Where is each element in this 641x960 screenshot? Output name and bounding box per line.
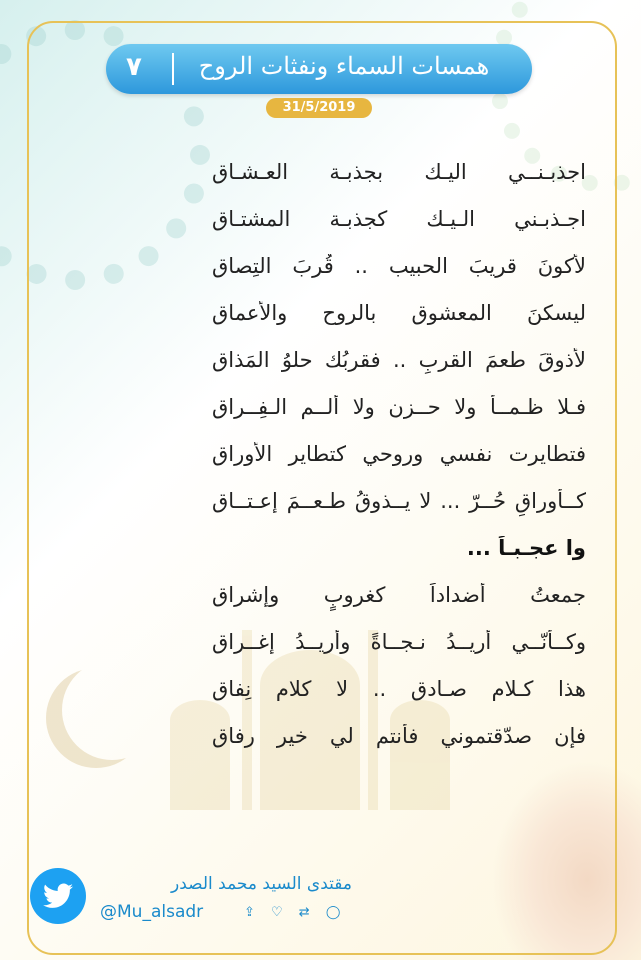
poem-line: فإن صدّقتموني فأنتم لي خير رفاق — [212, 724, 586, 748]
account-name[interactable]: مقتدى السيد محمد الصدر — [170, 874, 352, 894]
poem-line: اجذبـنــي اليـك بجذبـة العـشـاق — [212, 160, 586, 184]
poem-text — [212, 160, 586, 771]
poem-line: اجـذبـني الـيـك كجذبـة المشتـاق — [212, 207, 586, 231]
page-title: همسات السماء ونفثات الروح — [198, 52, 490, 80]
twitter-footer — [30, 868, 350, 928]
poem-line: فتطايرت نفسي وروحي كتطاير الأوراق — [212, 442, 586, 466]
tweet-action-icons[interactable]: ⇪ ♡ ⇄ ◯ — [244, 905, 347, 920]
poem-exclamation: وا عجـبـاً ... — [466, 536, 586, 560]
title-banner — [106, 44, 532, 94]
twitter-handle[interactable]: @Mu_alsadr — [100, 902, 204, 922]
poem-line: وكــأنّــي أريــدُ نـجــاةً وأريــدُ إغــراق — [212, 630, 586, 654]
banner-divider — [172, 53, 174, 85]
poem-line: كــأوراقِ حُــرّ ... لا يــذوقُ طـعــمَ إعـتــاق — [212, 489, 586, 513]
poem-line: لأذوقَ طعمَ القربِ .. فقربُك حلوُ المَذاق — [212, 348, 586, 372]
poem-line: لأكونَ قريبَ الحبيب .. قُربَ التِصاق — [212, 254, 586, 278]
episode-number: ٧ — [126, 52, 142, 82]
poem-line: جمعتُ أضداداً كغروبٍ وإشراق — [212, 583, 586, 607]
date-badge: 31/5/2019 — [266, 98, 372, 118]
twitter-bird-icon[interactable] — [30, 868, 86, 924]
poem-line: هذا كـلام صـادق .. لا كلام نِفاق — [212, 677, 586, 701]
poem-line: فـلا ظـمــأ ولا حــزن ولا ألــم الـفِــراق — [212, 395, 586, 419]
poem-line: ليسكنَ المعشوق بالروح والأعماق — [212, 301, 586, 325]
